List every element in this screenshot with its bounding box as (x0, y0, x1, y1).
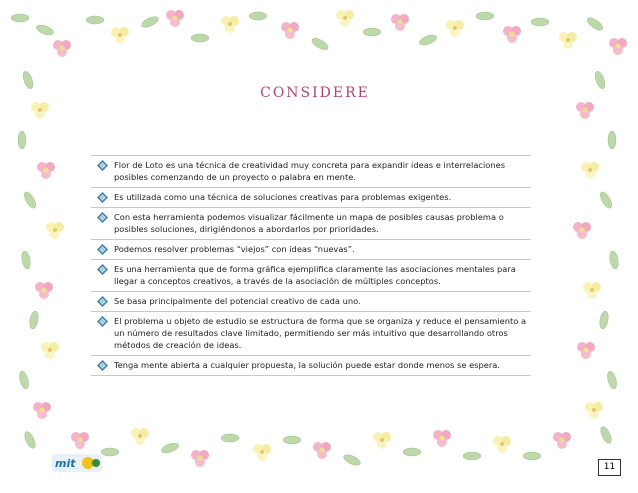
list-item-text: Se basa principalmente del potencial creativo de cada uno. (114, 296, 361, 306)
list-item-text: Es una herramienta que de forma gráfica ejemplifica claramente las asociaciones mentales para llegar a conceptos creativos, a través de la asociación de múltiples conceptos. (114, 264, 516, 286)
list-item (91, 355, 531, 376)
bullet-list (91, 155, 531, 376)
logo-mark-icon (52, 452, 102, 474)
list-item-text: Tenga mente abierta a cualquier propuesta, la solución puede estar donde menos se espera. (114, 360, 501, 370)
list-item-text: Con esta herramienta podemos visualizar fácilmente un mapa de posibles causas problema o posibles soluciones, dirigiéndonos a abordarlos por prioridades. (114, 212, 504, 234)
svg-text:mit: mit (55, 457, 76, 470)
diamond-icon (97, 264, 108, 275)
list-item (91, 187, 531, 207)
logo (52, 452, 102, 474)
diamond-icon (97, 244, 108, 255)
list-item (91, 259, 531, 291)
list-item-text: Es utilizada como una técnica de soluciones creativas para problemas exigentes. (114, 192, 452, 202)
list-item (91, 291, 531, 311)
list-item (91, 155, 531, 187)
list-item-text: Flor de Loto es una técnica de creatividad muy concreta para expandir ideas e interrelaciones posibles comenzando de un proyecto o palabra en mente. (114, 160, 506, 182)
list-item (91, 207, 531, 239)
list-item-text: Podemos resolver problemas “viejos” con ideas “nuevas”. (114, 244, 355, 254)
diamond-icon (97, 160, 108, 171)
page-title: CONSIDERE (260, 85, 370, 101)
diamond-icon (97, 296, 108, 307)
diamond-icon (97, 360, 108, 371)
page-number: 11 (598, 459, 621, 476)
diamond-icon (97, 212, 108, 223)
list-item-text: El problema u objeto de estudio se estructura de forma que se organiza y reduce el pensamiento a un número de resultados clave limitado, permitiendo ser más intuitivo que desarrollando otros métodos de creación de ideas. (114, 316, 527, 350)
diamond-icon (97, 316, 108, 327)
diamond-icon (97, 192, 108, 203)
list-item (91, 311, 531, 355)
list-item (91, 239, 531, 259)
